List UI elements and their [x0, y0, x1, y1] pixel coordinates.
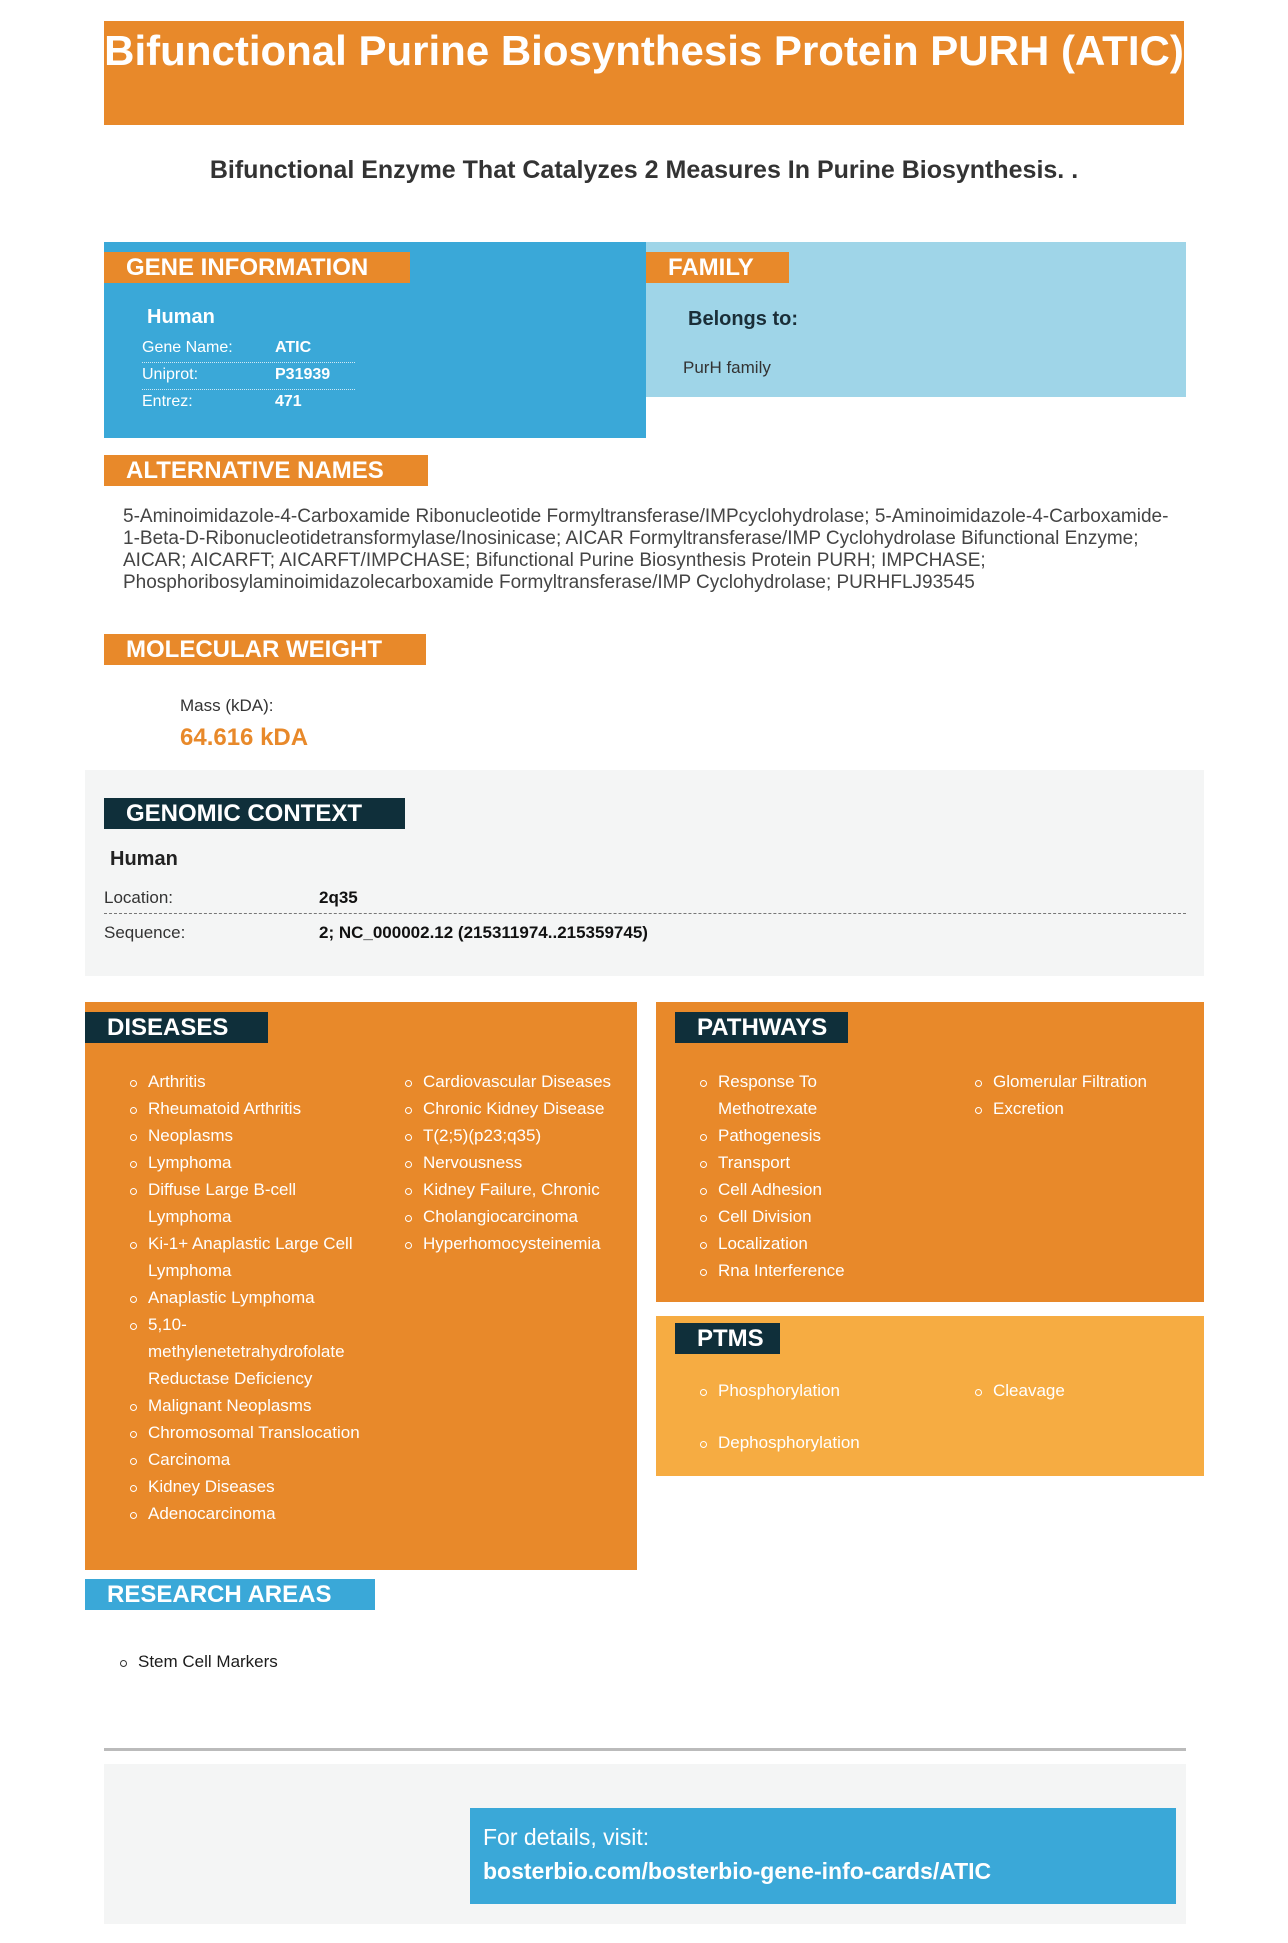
disease-item: Kidney Diseases	[130, 1473, 380, 1500]
research-areas-heading: RESEARCH AREAS	[85, 1579, 375, 1610]
alternative-names-heading: ALTERNATIVE NAMES	[104, 455, 428, 486]
gene-info-value: ATIC	[275, 339, 312, 356]
disease-item: Kidney Failure, Chronic	[405, 1176, 635, 1203]
genomic-key: Sequence:	[104, 923, 186, 942]
disease-item: 5,10-methylenetetrahydrofolate Reductase Deficiency	[130, 1311, 380, 1392]
diseases-list-2	[405, 1068, 635, 1257]
genomic-value: 2; NC_000002.12 (215311974..215359745)	[319, 923, 648, 942]
disease-item: Cholangiocarcinoma	[405, 1203, 635, 1230]
pathway-item: Transport	[700, 1149, 900, 1176]
pathways-list-2	[975, 1068, 1200, 1122]
disease-item: Ki-1+ Anaplastic Large Cell Lymphoma	[130, 1230, 380, 1284]
diseases-list-1	[130, 1068, 380, 1527]
genomic-key: Location:	[104, 888, 173, 907]
disease-item: Adenocarcinoma	[130, 1500, 380, 1527]
disease-item: Lymphoma	[130, 1149, 380, 1176]
pathways-list-1	[700, 1068, 900, 1284]
genomic-context-heading: GENOMIC CONTEXT	[104, 798, 405, 829]
gene-info-row	[142, 363, 355, 390]
gene-info-species: Human	[147, 306, 215, 328]
pathway-item: Cell Adhesion	[700, 1176, 900, 1203]
mass-value: 64.616 kDA	[180, 724, 309, 751]
disease-item: Cardiovascular Diseases	[405, 1068, 635, 1095]
molecular-weight-heading: MOLECULAR WEIGHT	[104, 634, 426, 665]
ptm-item: Cleavage	[975, 1381, 1065, 1401]
ptm-item: Phosphorylation	[700, 1381, 840, 1401]
ptms-heading: PTMS	[675, 1323, 780, 1354]
disease-item: Chromosomal Translocation	[130, 1419, 380, 1446]
pathway-item: Excretion	[975, 1095, 1200, 1122]
footer-divider	[104, 1748, 1186, 1751]
genomic-value: 2q35	[319, 888, 358, 907]
pathway-item: Response To Methotrexate	[700, 1068, 900, 1122]
gene-info-value: P31939	[275, 366, 331, 383]
mass-label: Mass (kDA):	[180, 696, 274, 715]
alternative-names-text: 5-Aminoimidazole-4-Carboxamide Ribonucleotide Formyltransferase/IMPcyclohydrolase; 5-Aminoimidazole-4-Carboxamide-1-Beta-D-Ribonucleotidetransformylase/Inosinicase; AICAR Formyltransferase/IMP Cyclohydrolase Bifunctional Enzyme; AICAR; AICARFT; AICARFT/IMPCHASE; Bifunctional Purine Biosynthesis Protein PURH; IMPCHASE; Phosphoribosylaminoimidazolecarboxamide Formyltransferase/IMP Cyclohydrolase; PURHFLJ93545	[123, 506, 1169, 593]
details-label: For details, visit:	[483, 1824, 650, 1850]
pathway-item: Glomerular Filtration	[975, 1068, 1200, 1095]
gene-info-row	[142, 336, 355, 363]
details-link-box[interactable]	[470, 1808, 1176, 1904]
gene-info-key: Entrez:	[142, 393, 193, 410]
gene-info-heading: GENE INFORMATION	[104, 252, 410, 283]
pathway-item: Localization	[700, 1230, 900, 1257]
research-area-item: Stem Cell Markers	[120, 1648, 520, 1675]
gene-info-row	[142, 390, 355, 417]
diseases-heading: DISEASES	[85, 1012, 268, 1043]
ptm-item: Dephosphorylation	[700, 1433, 860, 1453]
genomic-row	[104, 916, 1186, 949]
disease-item: Diffuse Large B-cell Lymphoma	[130, 1176, 380, 1230]
disease-item: T(2;5)(p23;q35)	[405, 1122, 635, 1149]
pathway-item: Cell Division	[700, 1203, 900, 1230]
family-value: PurH family	[683, 358, 771, 377]
genomic-row	[104, 881, 1186, 914]
pathway-item: Rna Interference	[700, 1257, 900, 1284]
disease-item: Chronic Kidney Disease	[405, 1095, 635, 1122]
disease-item: Nervousness	[405, 1149, 635, 1176]
disease-item: Carcinoma	[130, 1446, 380, 1473]
gene-info-key: Uniprot:	[142, 366, 199, 383]
disease-item: Rheumatoid Arthritis	[130, 1095, 380, 1122]
details-link[interactable]: bosterbio.com/bosterbio-gene-info-cards/ATIC	[483, 1858, 992, 1884]
page-subtitle: Bifunctional Enzyme That Catalyzes 2 Measures In Purine Biosynthesis. .	[209, 156, 1079, 184]
disease-item: Malignant Neoplasms	[130, 1392, 380, 1419]
genomic-species: Human	[110, 848, 178, 870]
disease-item: Arthritis	[130, 1068, 380, 1095]
page-title: Bifunctional Purine Biosynthesis Protein PURH (ATIC)	[104, 21, 1184, 125]
family-belongs-label: Belongs to:	[688, 308, 798, 330]
disease-item: Anaplastic Lymphoma	[130, 1284, 380, 1311]
disease-item: Hyperhomocysteinemia	[405, 1230, 635, 1257]
research-areas-list	[120, 1648, 520, 1675]
gene-info-value: 471	[275, 393, 302, 410]
pathway-item: Pathogenesis	[700, 1122, 900, 1149]
pathways-heading: PATHWAYS	[675, 1012, 848, 1043]
gene-info-key: Gene Name:	[142, 339, 233, 356]
disease-item: Neoplasms	[130, 1122, 380, 1149]
family-heading: FAMILY	[646, 252, 789, 283]
